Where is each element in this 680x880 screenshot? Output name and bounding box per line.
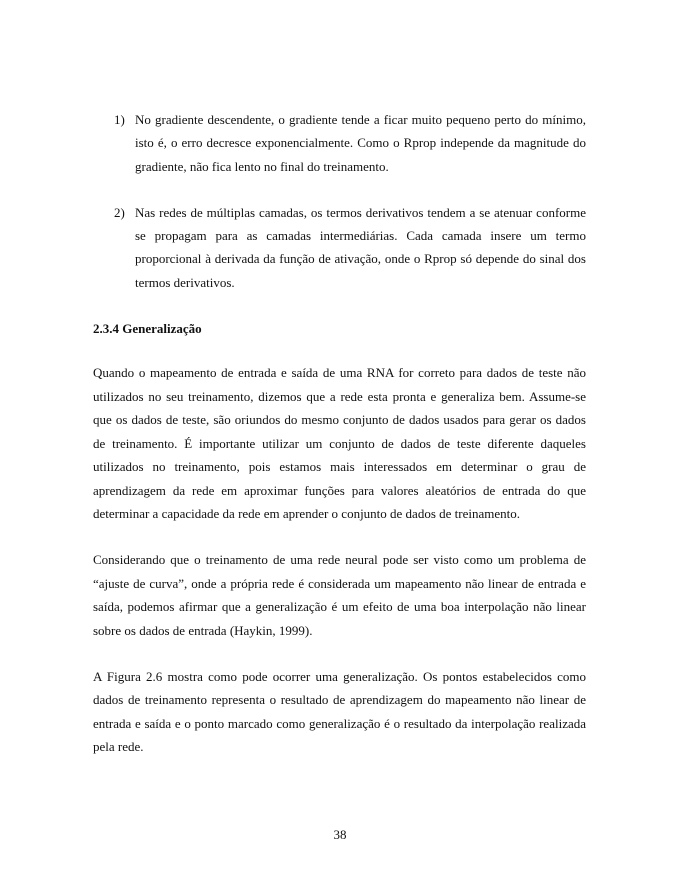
list-text: No gradiente descendente, o gradiente tende a ficar muito pequeno perto do mínimo, isto é, o erro decresce exponencialmente. Como o Rprop independe da magnitude do gradiente, não fica lento no final do treinamento. (135, 112, 586, 174)
list-text: Nas redes de múltiplas camadas, os termos derivativos tendem a se atenuar conforme se propagam para as camadas intermediárias. Cada camada insere um termo proporcional à derivada da função de ativação, onde o Rprop só depende do sinal dos termos derivativos. (135, 204, 586, 290)
paragraph: A Figura 2.6 mostra como pode ocorrer uma generalização. Os pontos estabelecidos como dados de treinamento representa o resultado de aprendizagem do mapeamento não linear de entrada e saída e o ponto marcado como generalização é o resultado da interpolação realizada pela rede. (93, 668, 586, 755)
list-item (93, 201, 586, 294)
list-item (93, 108, 586, 178)
list-number: 2) (114, 204, 125, 220)
paragraph: Considerando que o treinamento de uma rede neural pode ser visto como um problema de “ajuste de curva”, onde a própria rede é considerada um mapeamento não linear de entrada e saída, podemos afirmar que a generalização é um efeito de uma boa interpolação não linear sobre os dados de entrada (Haykin, 1999). (93, 552, 586, 638)
paragraph: Quando o mapeamento de entrada e saída de uma RNA for correto para dados de teste não utilizados no seu treinamento, dizemos que a rede esta pronta e generaliza bem. Assume-se que os dados de teste, são oriundos do mesmo conjunto de dados usados para gerar os dados de treinamento. É importante utilizar um conjunto de dados de teste diferente daqueles utilizados no treinamento, pois estamos mais interessados em determinar o grau de aprendizagem da rede em aproximar funções para valores aleatórios de entrada do que determinar a capacidade da rede em aprender o conjunto de dados de treinamento. (93, 365, 586, 522)
list-number: 1) (114, 112, 125, 127)
page-body (93, 108, 586, 781)
page-number: 38 (333, 827, 347, 842)
section-heading: 2.3.4 Generalização (93, 321, 202, 337)
